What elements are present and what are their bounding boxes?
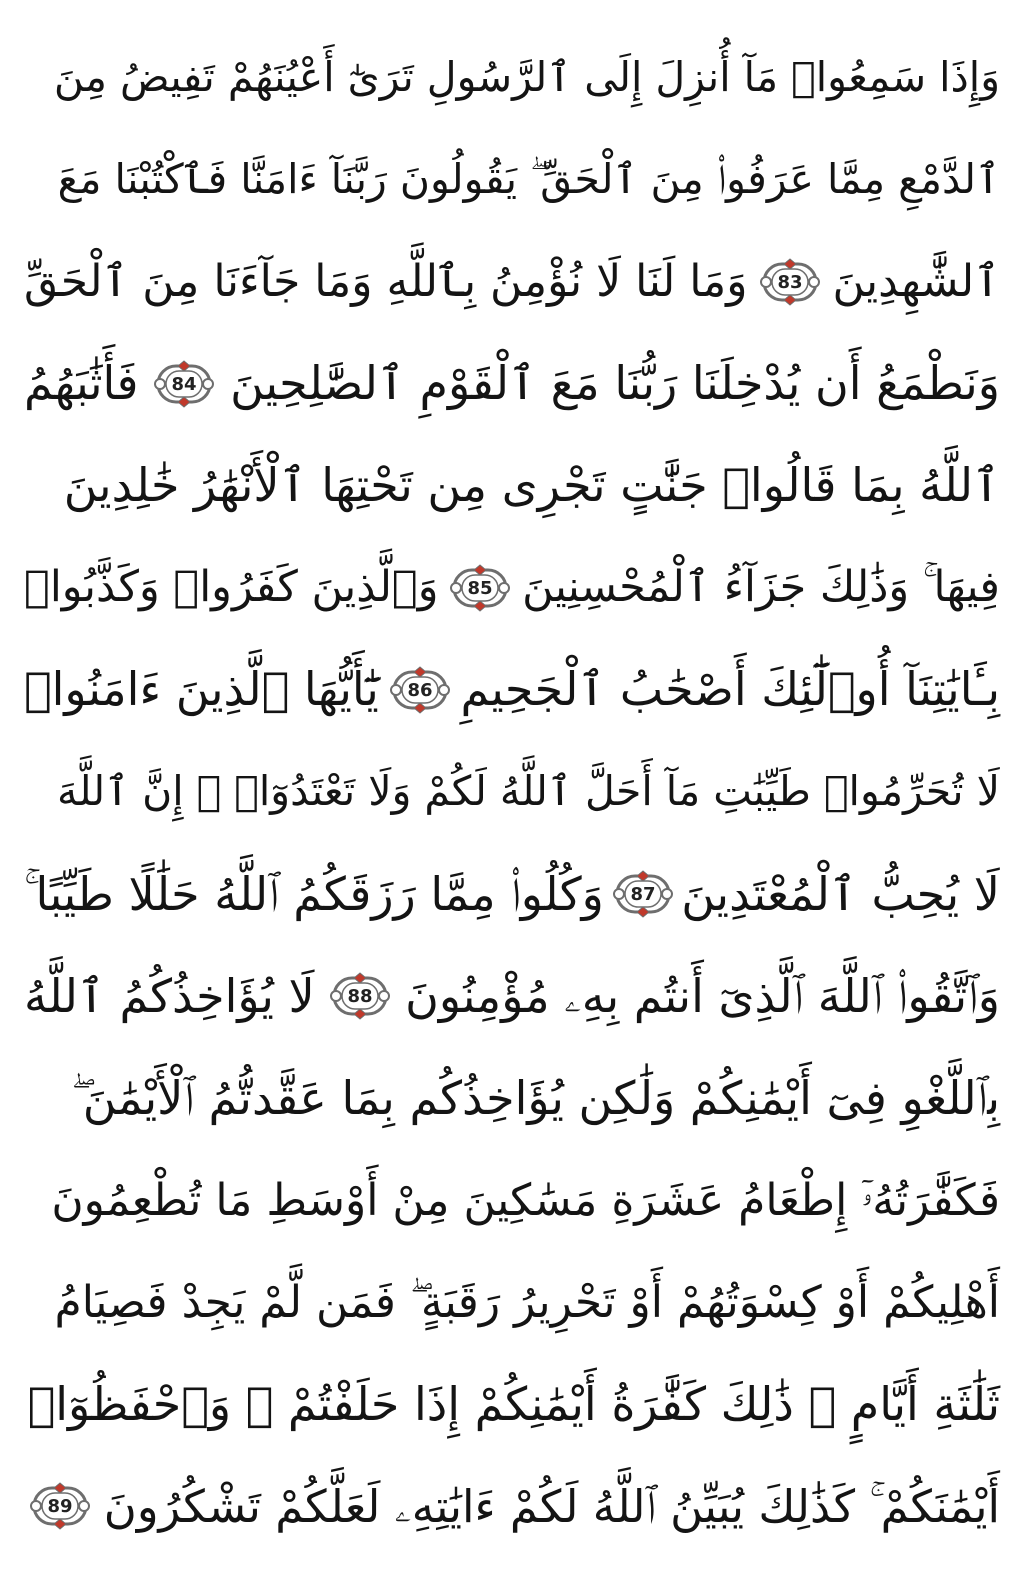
verse-text: وَكُلُوا۟ مِمَّا رَزَقَكُمُ ٱللَّهُ حَلَٰلًا طَيِّبًا ۚ (24, 866, 604, 921)
verse-number: 88 (347, 986, 373, 1008)
ayah-end-ornament-icon (390, 664, 450, 716)
verse-number: 85 (467, 577, 493, 599)
verse-text: وَٱتَّقُوا۟ ٱللَّهَ ٱلَّذِىٓ أَنتُم بِهِۦ مُؤْمِنُونَ (405, 968, 1000, 1023)
verse-number: 86 (407, 679, 433, 701)
verse-text: ٱلدَّمْعِ مِمَّا عَرَفُوا۟ مِنَ ٱلْحَقِّ ۖ يَقُولُونَ رَبَّنَآ ءَامَنَّا فَٱكْتُبْنَا مَعَ (57, 155, 1000, 204)
verse-text: فِيهَا ۚ وَذَٰلِكَ جَزَآءُ ٱلْمُحْسِنِينَ (522, 562, 1000, 613)
verse-text: ثَلَٰثَةِ أَيَّامٍ ۚ ذَٰلِكَ كَفَّٰرَةُ أَيْمَٰنِكُمْ إِذَا حَلَفْتُمْ ۚ وَٱحْفَظُوٓا۟ (27, 1376, 1000, 1431)
verse-text: وَمَا لَنَا لَا نُؤْمِنُ بِٱللَّهِ وَمَا جَآءَنَا مِنَ ٱلْحَقِّ (24, 256, 748, 308)
verse-text: يَٰٓأَيُّهَا ٱلَّذِينَ ءَامَنُوا۟ (24, 662, 379, 717)
verse-text: أَهْلِيكُمْ أَوْ كِسْوَتُهُمْ أَوْ تَحْرِيرُ رَقَبَةٍ ۖ فَمَن لَّمْ يَجِدْ فَصِيَامُ (54, 1276, 1000, 1328)
verse-number: 89 (47, 1496, 73, 1518)
verse-line (24, 30, 1000, 125)
verse-text: أَيْمَٰنَكُمْ ۚ كَذَٰلِكَ يُبَيِّنُ ٱللَّهُ لَكُمْ ءَايَٰتِهِۦ لَعَلَّكُمْ تَشْكُرُونَ (103, 1479, 1000, 1533)
verse-number-marker (330, 970, 390, 1022)
verse-text: فَكَفَّٰرَتُهُۥٓ إِطْعَامُ عَشَرَةِ مَسَٰكِينَ مِنْ أَوْسَطِ مَا تُطْعِمُونَ (51, 1174, 1000, 1226)
verse-lines (24, 30, 1000, 1554)
verse-line (24, 132, 1000, 227)
ayah-end-ornament-icon (760, 256, 820, 308)
verse-number-marker (154, 358, 214, 410)
verse-text: ٱلشَّٰهِدِينَ (832, 256, 1000, 308)
verse-text: وَنَطْمَعُ أَن يُدْخِلَنَا رَبُّنَا مَعَ ٱلْقَوْمِ ٱلصَّٰلِحِينَ (230, 356, 1000, 411)
verse-line (24, 540, 1000, 635)
verse-text: فَأَثَٰبَهُمُ (24, 356, 139, 411)
verse-line (24, 1255, 1000, 1350)
verse-text: بِٱللَّغْوِ فِىٓ أَيْمَٰنِكُمْ وَلَٰكِن يُؤَاخِذُكُم بِمَا عَقَّدتُّمُ ٱلْأَيْمَٰنَ ۖ (71, 1070, 1000, 1125)
verse-number: 83 (777, 271, 803, 293)
verse-number-marker (760, 256, 820, 308)
verse-line (24, 1153, 1000, 1248)
verse-text: ٱللَّهُ بِمَا قَالُوا۟ جَنَّٰتٍ تَجْرِى مِن تَحْتِهَا ٱلْأَنْهَٰرُ خَٰلِدِينَ (63, 458, 1000, 513)
ayah-end-ornament-icon (330, 970, 390, 1022)
verse-line (24, 744, 1000, 839)
verse-number-marker (450, 562, 510, 614)
verse-number: 84 (171, 373, 197, 395)
verse-line (24, 1357, 1000, 1452)
verse-text: لَا يُحِبُّ ٱلْمُعْتَدِينَ (681, 866, 1000, 921)
verse-text: لَا تُحَرِّمُوا۟ طَيِّبَٰتِ مَآ أَحَلَّ ٱللَّهُ لَكُمْ وَلَا تَعْتَدُوٓا۟ ۚ إِنَّ ٱللَّهَ (57, 767, 1000, 816)
ayah-end-ornament-icon (30, 1480, 90, 1532)
verse-line (24, 642, 1000, 737)
verse-text: بِـَٔايَٰتِنَآ أُو۟لَٰٓئِكَ أَصْحَٰبُ ٱلْجَحِيمِ (460, 662, 1000, 717)
verse-line (24, 1459, 1000, 1554)
verse-line (24, 847, 1000, 942)
verse-line (24, 336, 1000, 431)
verse-text: وَإِذَا سَمِعُوا۟ مَآ أُنزِلَ إِلَى ٱلرَّسُولِ تَرَىٰٓ أَعْيُنَهُمْ تَفِيضُ مِنَ (53, 53, 1000, 101)
verse-number-marker (390, 664, 450, 716)
verse-line (24, 1051, 1000, 1146)
ayah-end-ornament-icon (154, 358, 214, 410)
ayah-end-ornament-icon (450, 562, 510, 614)
verse-line (24, 234, 1000, 329)
verse-number-marker (613, 868, 673, 920)
verse-text: وَٱلَّذِينَ كَفَرُوا۟ وَكَذَّبُوا۟ (24, 562, 439, 613)
verse-line (24, 438, 1000, 533)
verse-number: 87 (630, 884, 656, 905)
ayah-end-ornament-icon (613, 868, 673, 920)
verse-line (24, 949, 1000, 1044)
verse-number-marker (30, 1480, 90, 1532)
verse-text: لَا يُؤَاخِذُكُمُ ٱللَّهُ (24, 968, 315, 1023)
